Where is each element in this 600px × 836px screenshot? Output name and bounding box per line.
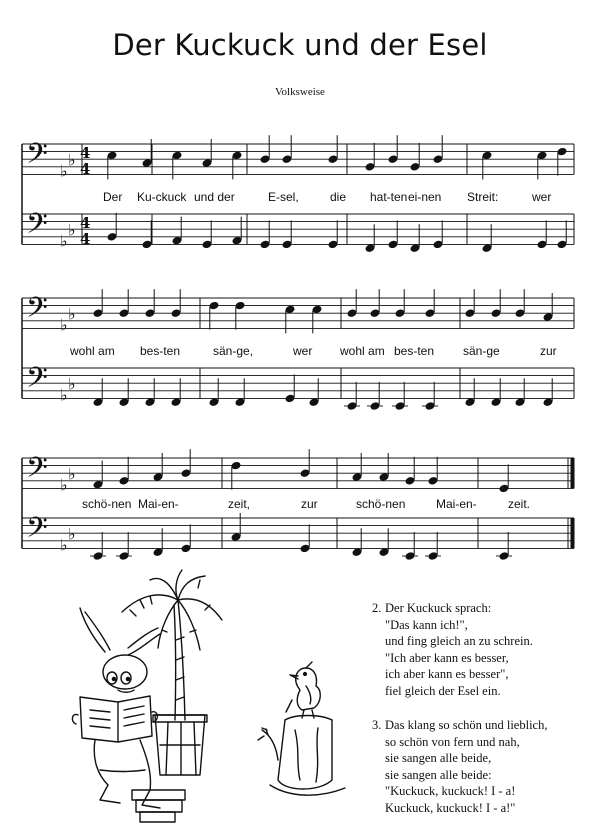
lyric-syllable: sän-ge <box>463 344 500 358</box>
time-signature-bottom: 4 <box>80 230 91 249</box>
key-flat-icon: ♭ <box>60 161 68 181</box>
lyric-syllable: zeit, <box>228 497 251 511</box>
lyric-syllable: schö-nen <box>82 497 132 511</box>
bass-clef-icon: 𝄢 <box>26 361 48 402</box>
palm-tree-icon <box>122 570 222 720</box>
lyric-syllable: Ku-ckuck <box>137 190 187 204</box>
lyric-syllable: zur <box>301 497 318 511</box>
lyric-syllable: wer <box>293 344 313 358</box>
key-flat-icon: ♭ <box>60 385 68 405</box>
verse-line: Das klang so schön und lieblich, <box>385 718 548 732</box>
lyric-syllable: zeit. <box>508 497 531 511</box>
lyric-syllable: bes-ten <box>140 344 181 358</box>
bass-clef-icon: 𝄢 <box>26 451 48 492</box>
bass-clef-icon: 𝄢 <box>26 207 48 248</box>
lyric-syllable: E-sel, <box>268 190 299 204</box>
song-title: Der Kuckuck und der Esel <box>112 28 488 62</box>
key-flat-icon: ♭ <box>60 475 68 495</box>
lyric-syllable: wer <box>532 190 552 204</box>
flower-pot-icon <box>153 715 207 775</box>
verse-line: Der Kuckuck sprach: <box>385 601 492 615</box>
lyric-syllable: bes-ten <box>394 344 435 358</box>
time-signature-top: 4 <box>80 214 91 233</box>
verse-line: "Ich aber kann es besser, <box>385 650 509 665</box>
verse-number: 3. <box>372 718 382 732</box>
cuckoo-bird-icon <box>286 662 320 718</box>
lyric-syllable: die <box>330 190 347 204</box>
lyric-syllable: schö-nen <box>356 497 406 511</box>
lyric-syllable: zur <box>540 344 557 358</box>
key-flat-icon: ♭ <box>60 231 68 251</box>
lyric-syllable: ei-nen <box>408 190 442 204</box>
lyric-syllable: Streit: <box>467 190 499 204</box>
bass-clef-icon: 𝄢 <box>26 137 48 178</box>
key-flat-icon: ♭ <box>60 315 68 335</box>
lyric-syllable: Mai-en- <box>138 497 179 511</box>
verse-number: 2. <box>372 601 382 615</box>
key-flat-icon: ♭ <box>68 304 76 324</box>
verse-line: sie sangen alle beide: <box>385 767 492 782</box>
verse-line: Kuckuck, kuckuck! I - a!" <box>385 800 516 815</box>
time-signature-top: 4 <box>80 144 91 163</box>
lyric-syllable: wohl am <box>340 344 385 358</box>
verse-line: ich aber kann es besser", <box>385 667 509 681</box>
lyric-syllable: Mai-en- <box>436 497 477 511</box>
lyric-syllable: und der <box>194 190 235 204</box>
key-flat-icon: ♭ <box>68 150 76 170</box>
verse-line: sie sangen alle beide, <box>385 751 492 765</box>
key-flat-icon: ♭ <box>68 374 76 394</box>
lyric-syllable: Der <box>103 190 123 204</box>
key-flat-icon: ♭ <box>68 464 76 484</box>
song-subtitle: Volksweise <box>275 86 325 98</box>
key-flat-icon: ♭ <box>68 524 76 544</box>
verse-line: fiel gleich der Esel ein. <box>385 683 501 698</box>
bass-clef-icon: 𝄢 <box>26 511 48 552</box>
time-signature-bottom: 4 <box>80 160 91 179</box>
lyric-syllable: wohl am <box>70 344 115 358</box>
verse-line: "Kuckuck, kuckuck! I - a! <box>385 784 516 798</box>
key-flat-icon: ♭ <box>68 220 76 240</box>
tree-stump-icon <box>258 716 345 796</box>
verse-line: und fing gleich an zu schrein. <box>385 634 533 648</box>
key-flat-icon: ♭ <box>60 535 68 555</box>
verse-line: "Das kann ich!", <box>385 617 468 632</box>
verse-line: so schön von fern und nah, <box>385 734 520 749</box>
lyric-syllable: sän-ge, <box>213 344 254 358</box>
lyric-syllable: hat-ten <box>370 190 408 204</box>
bass-clef-icon: 𝄢 <box>26 291 48 332</box>
